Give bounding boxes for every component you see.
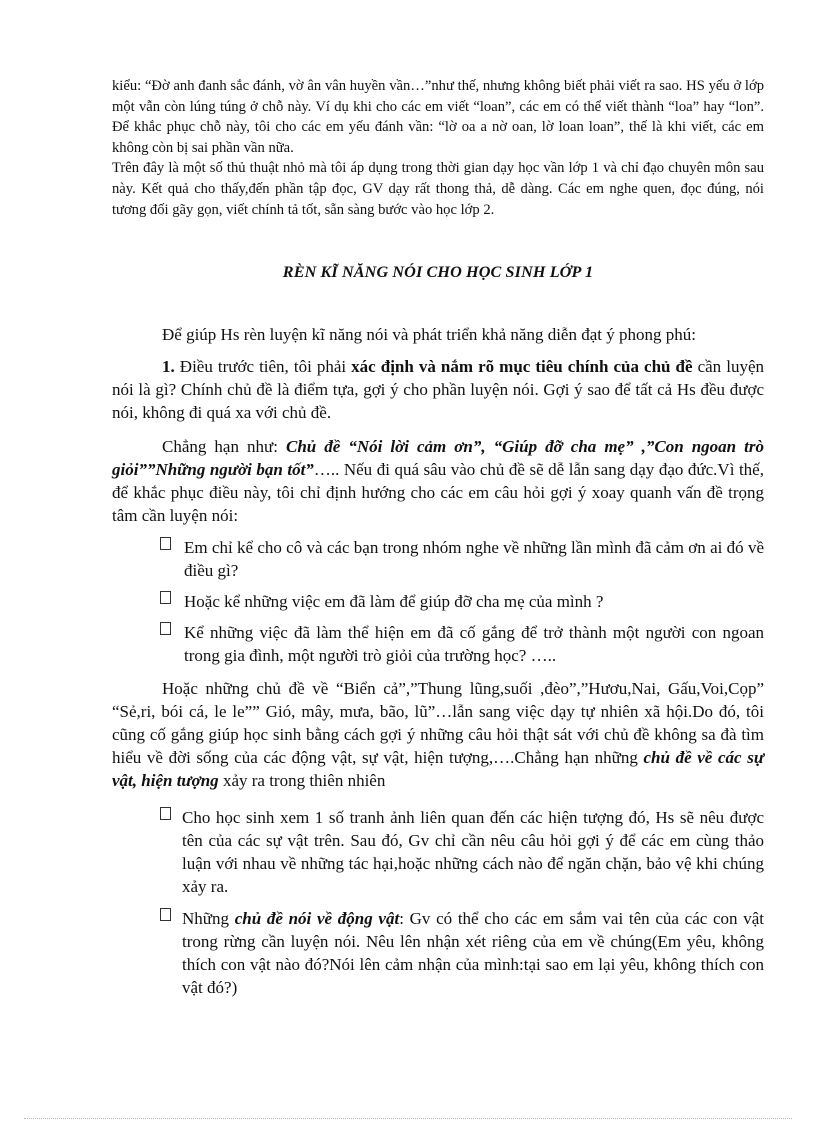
paragraph-2-bold: xác định và nắm rõ mục tiêu chính của chủ đề (351, 357, 693, 377)
checkbox-bullet-icon (160, 908, 171, 921)
list-item (112, 536, 764, 582)
point-number: 1. (162, 357, 175, 377)
list-item-text-a: Những (182, 909, 235, 929)
list-item-bold-italic: chủ đề nói về động vật (234, 909, 400, 929)
intro-paragraph: kiểu: “Đờ anh đanh sắc đánh, vờ ân vân huyền vần…”như thế, nhưng không biết phải viết ra sao. HS yếu ở lớp một vẫn còn lúng túng ở chỗ này. Ví dụ khi cho các em viết “loan”, các em có thể viết thành “loa” hay “lon”. Để khắc phục chỗ này, tôi cho các em yếu đánh vần: “lờ oa a nờ oan, lờ loan loan”, thế là khi viết, các em không còn bị sai phần vần nữa. (112, 78, 764, 156)
paragraph-3-text-a: Chẳng hạn như: (162, 437, 286, 457)
paragraph-2-text-b: cần luyện nói là gì? Chính chủ đề là điểm tựa, gợi ý cho phần luyện nói. Gợi ý sao để tất cả Hs đều được nói, không đi quá xa với chủ đề. (112, 357, 764, 423)
paragraph-4-bold-italic: chủ đề về các sự vật, hiện tượng (112, 748, 765, 791)
checkbox-bullet-icon (160, 807, 171, 820)
bullet-list-1 (112, 536, 764, 667)
paragraph-1: Để giúp Hs rèn luyện kĩ năng nói và phát triển khả năng diễn đạt ý phong phú: (162, 325, 696, 345)
paragraph-2 (112, 355, 764, 424)
checkbox-bullet-icon (160, 622, 171, 635)
list-item-text-b: : Gv có thể cho các em sắm vai tên của các con vật trong rừng cần luyện nói. Nêu lên nhận xét riêng của em về chúng(Em yêu, không thích con vật nào đó?Nói lên cảm nhận của mình:tại sao em lại yêu, không thích con vật đó?) (182, 909, 764, 998)
list-item (112, 621, 764, 667)
list-item-text: Em chỉ kể cho cô và các bạn trong nhóm nghe về những lần mình đã cảm ơn ai đó về điều gì? (184, 538, 764, 581)
list-item (112, 806, 764, 898)
list-item-text: Kể những việc đã làm thể hiện em đã cố gắng để trở thành một người con ngoan trong gia đình, một người trò giỏi của trường học? ….. (184, 623, 764, 666)
paragraph-3-bold-italic: Chủ đề “Nói lời cảm ơn”, “Giúp đỡ cha mẹ” ,”Con ngoan trò giỏi””Những người bạn tốt” (112, 437, 764, 480)
list-item-text: Hoặc kể những việc em đã làm để giúp đỡ cha mẹ của mình ? (184, 592, 604, 612)
bullet-list-2 (112, 806, 764, 999)
list-item (112, 907, 764, 999)
list-item-text-a: Cho học sinh xem 1 số tranh ảnh liên quan đến các hiện tượng đó, Hs sẽ nêu được tên của các sự vật trên. Sau đó, Gv chỉ cần nêu câu hỏi gợi ý để các em cùng thảo luận với nhau về những tác hại,hoặc những cách nào để ngăn chặn, bảo vệ khi chúng xảy ra. (182, 808, 764, 897)
paragraph-3 (112, 435, 764, 527)
paragraph-4-text-b: xảy ra trong thiên nhiên (218, 771, 386, 791)
document-page (112, 76, 764, 1008)
paragraph-3-text-b: ….. Nếu đi quá sâu vào chủ đề sẽ dễ lẫn sang dạy đạo đức.Vì thế, để khắc phục điều này, tôi chỉ định hướng cho các em câu hỏi gợi ý xoay quanh vấn đề trọng tâm cần luyện nói: (112, 460, 764, 526)
checkbox-bullet-icon (160, 591, 171, 604)
page-bottom-divider (24, 1118, 792, 1119)
paragraph-4 (112, 677, 764, 792)
paragraph-2-text-a: Điều trước tiên, tôi phải (174, 357, 352, 377)
section-title: RÈN KĨ NĂNG NÓI CHO HỌC SINH LỚP 1 (282, 263, 594, 282)
checkbox-bullet-icon (160, 537, 171, 550)
intro-paragraph-2: Trên đây là một số thủ thuật nhỏ mà tôi áp dụng trong thời gian dạy học vần lớp 1 và chỉ đạo chuyên môn sau này. Kết quả cho thấy,đến phần tập đọc, GV dạy rất thong thả, dễ dàng. Các em nghe quen, đọc đúng, nói tương đối gãy gọn, viết chính tả tốt, sẵn sàng bước vào học lớp 2. (112, 160, 764, 218)
list-item (112, 590, 764, 613)
paragraph-4-text-a: Hoặc những chủ đề về “Biển cả”,”Thung lũng,suối ,đèo”,”Hươu,Nai, Gấu,Voi,Cọp” “Sẻ,ri, bói cá, le le”” Gió, mây, mưa, bão, lũ”…lẫn sang việc dạy tự nhiên xã hội.Do đó, tôi cũng cố gắng giúp học sinh bằng cách gợi ý những câu hỏi thật sát với chủ đề không sa đà tìm hiểu về đời sống của các động vật, sự vật, hiện tượng,….Chẳng hạn những (112, 679, 764, 768)
